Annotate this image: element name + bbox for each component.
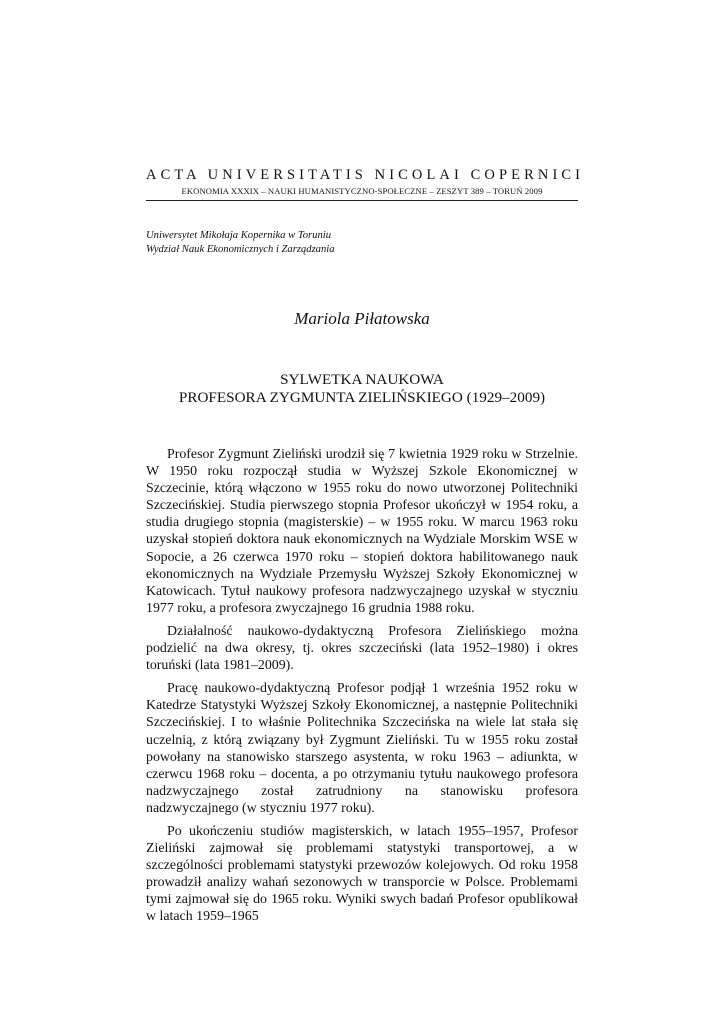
journal-subtitle: EKONOMIA XXXIX – NAUKI HUMANISTYCZNO-SPOŁECZNE – ZESZYT 389 – TORUŃ 2009 — [181, 186, 543, 196]
article-title — [146, 371, 578, 407]
author-name: Mariola Piłatowska — [294, 309, 430, 328]
affiliation-faculty: Wydział Nauk Ekonomicznych i Zarządzania — [146, 243, 335, 255]
body-paragraph-3: Pracę naukowo-dydaktyczną Profesor podjął 1 września 1952 roku w Katedrze Statystyki Wyższej Szkoły Ekonomicznej, a następnie Politechniki Szczecińskiej. I to właśnie Politechnika Szczecińska na wiele lat stała się uczelnią, z którą związany był Zygmunt Zieliński. Tu w 1955 roku został powołany na stanowisko starszego asystenta, w roku 1963 – adiunkta, w czerwcu 1968 roku – docenta, a po otrzymaniu tytułu naukowego profesora nadzwyczajnego został zatrudniony na stanowisku profesora nadzwyczajnego (w styczniu 1977 roku). — [146, 681, 578, 816]
body-paragraph-4: Po ukończeniu studiów magisterskich, w latach 1955–1957, Profesor Zieliński zajmował się problemami statystyki transportowej, a w szczególności problemami statystyki przewozów kolejowych. Od roku 1958 prowadził analizy wahań sezonowych w transporcie w Polsce. Problemami tymi zajmował się do 1965 roku. Wyniki swych badań Profesor opublikował w latach 1959–1965 — [146, 823, 578, 925]
affiliation — [146, 229, 578, 256]
affiliation-university: Uniwersytet Mikołaja Kopernika w Toruniu — [146, 230, 331, 241]
article-title-line-1: SYLWETKA NAUKOWA — [280, 371, 444, 388]
body-paragraph-1: Profesor Zygmunt Zieliński urodził się 7 kwietnia 1929 roku w Strzelnie. W 1950 roku rozpoczął studia w Wyższej Szkole Ekonomicznej w Szczecinie, którą włączono w 1955 roku do nowo utworzonej Politechniki Szczecińskiej. Studia pierwszego stopnia Profesor ukończył w 1954 roku, a studia drugiego stopnia (magisterskie) – w 1955 roku. W marcu 1963 roku uzyskał stopień doktora nauk ekonomicznych na Wydziale Morskim WSE w Sopocie, a 26 czerwca 1970 roku – stopień doktora habilitowanego nauk ekonomicznych na Wydziale Przemysłu Wyższej Szkoły Ekonomicznej w Katowicach. Tytuł naukowy profesora nadzwyczajnego uzyskał w styczniu 1977 roku, a profesora zwyczajnego 16 grudnia 1988 roku. — [146, 447, 578, 616]
header-rule — [146, 200, 578, 201]
body-paragraph-2: Działalność naukowo-dydaktyczną Profesora Zielińskiego można podzielić na dwa okresy, tj. okres szczeciński (lata 1952–1980) i okres toruński (lata 1981–2009). — [146, 623, 578, 674]
journal-title: ACTA UNIVERSITATIS NICOLAI COPERNICI — [146, 167, 585, 183]
article-title-line-2: PROFESORA ZYGMUNTA ZIELIŃSKIEGO (1929–2009) — [178, 389, 546, 406]
article-body — [146, 446, 578, 932]
